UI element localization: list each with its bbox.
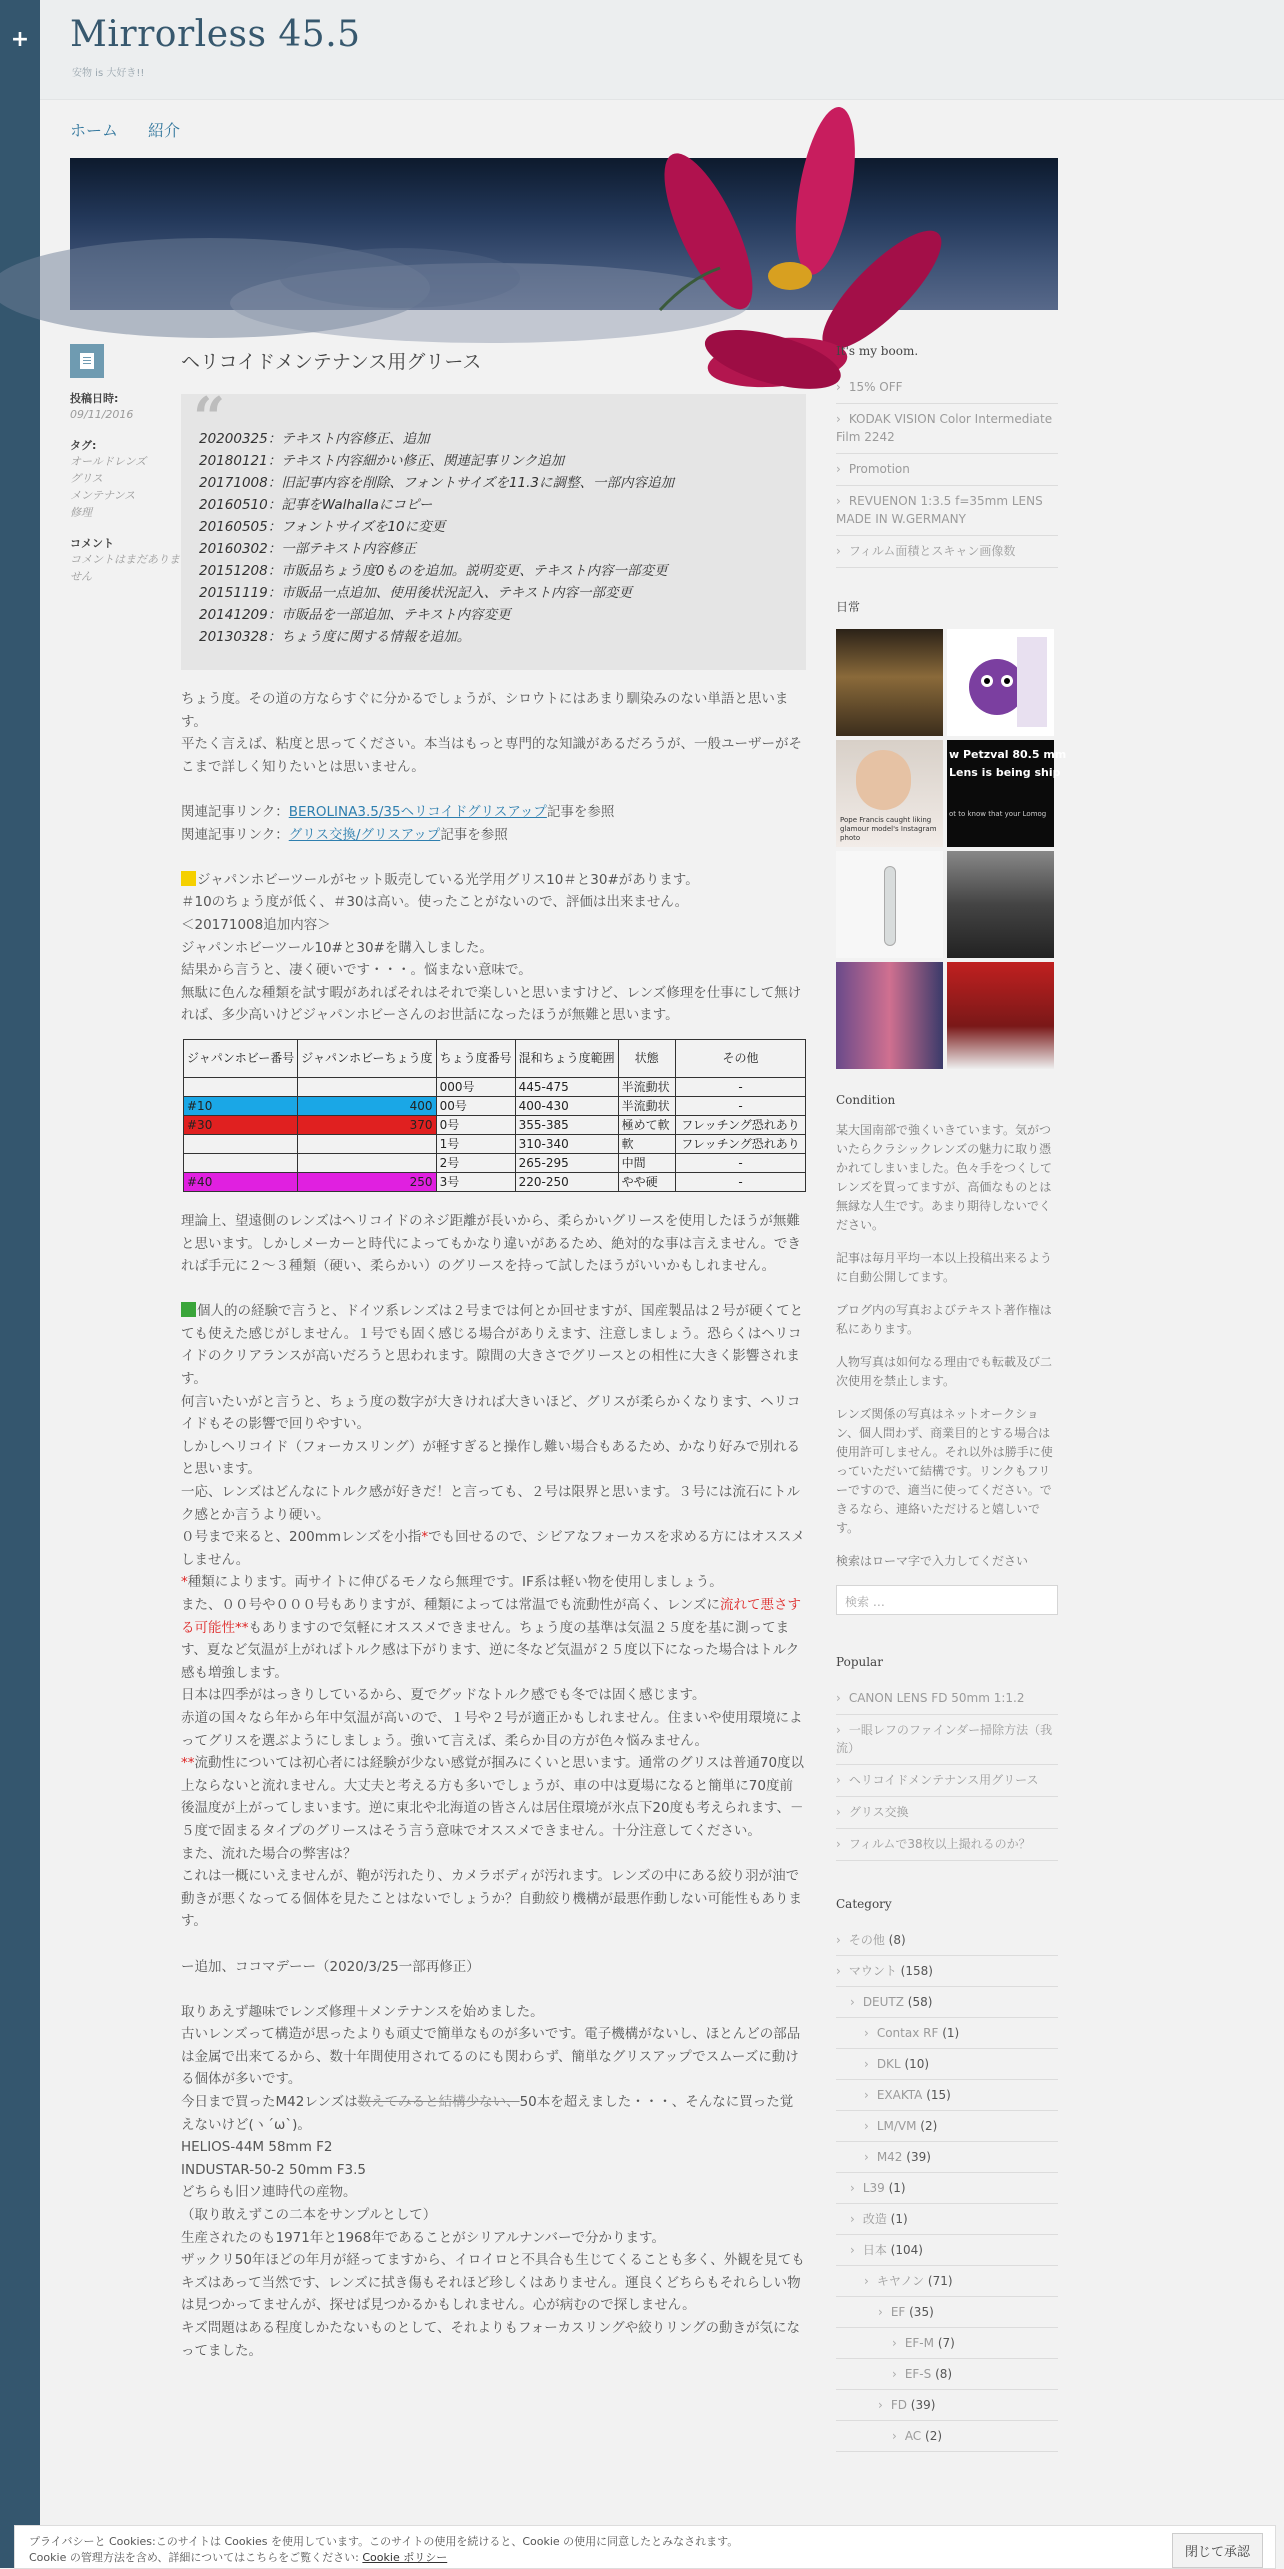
category-list <box>836 1925 1058 2452</box>
photo-thumb[interactable] <box>947 740 1067 847</box>
changelog-line: 20200325：テキスト内容修正、追加 <box>199 431 430 447</box>
section2-line: 何言いたいがと言うと、ちょう度の数字が大きければ大きいほど、グリスが柔らかくなります、ヘリコイドもその影響で回りやすい。 <box>181 1393 801 1433</box>
section3-line: 古いレンズって構造が思ったよりも頑丈で簡単なものが多いです。電子機構がないし、ほとんどの部品は金属で出来てるから、数十年間使用されてるのにも関わらず、簡単なグリスアップでスムーズに動ける個体が多いです。 <box>181 2026 801 2088</box>
section2-line: ０号まで来ると、200mmレンズを小指*でも回せるので、シビアなフォーカスを求める方にはオススメしません。 <box>181 1529 805 1568</box>
section3-line: INDUSTAR-50-2 50mm F3.5 <box>181 2161 366 2178</box>
comments-label: コメント <box>70 537 114 550</box>
photo-thumb[interactable] <box>947 962 1054 1069</box>
category-item: › EF-S (8) <box>836 2359 1058 2390</box>
site-title[interactable]: Mirrorless 45.5 <box>70 14 361 55</box>
changelog-line: 20171008：旧記事内容を削除、フォントサイズを11.3に調整、一部内容追加 <box>199 475 675 491</box>
section3-line: 取りあえず趣味でレンズ修理＋メンテナンスを始めました。 <box>181 2003 544 2020</box>
tag-link[interactable]: オールドレンズ <box>70 455 147 468</box>
search-input[interactable]: 検索 … <box>836 1585 1058 1615</box>
list-item: › REVUENON 1:3.5 f=35mm LENS MADE IN W.GERMANY <box>836 486 1058 536</box>
condition-text: 検索はローマ字で入力してください <box>836 1554 1029 1568</box>
nav-about[interactable]: 紹介 <box>148 121 181 140</box>
th: 混和ちょう度範囲 <box>515 1039 618 1077</box>
th: ちょう度番号 <box>436 1039 515 1077</box>
section2-line: しかしヘリコイド（フォーカスリング）が軽すぎると操作し難い場合もあるため、かなり好みで別れると思います。 <box>181 1438 800 1478</box>
tags-label: タグ: <box>70 439 97 452</box>
widget-title-category: Category <box>836 1897 892 1911</box>
intro-text <box>181 688 806 1027</box>
quote-icon: “ <box>193 385 226 451</box>
photo-thumb[interactable] <box>947 851 1054 958</box>
tag-link[interactable]: 修理 <box>70 506 92 519</box>
left-admin-bar <box>0 0 40 2568</box>
table-row: 000号 445-475 半流動状 - <box>184 1077 806 1096</box>
category-item: › AC (2) <box>836 2421 1058 2452</box>
section1-line: 無駄に色んな種類を試す暇があればそれはそれで楽しいと思いますけど、レンズ修理を仕事にして無ければ、多少高いけどジャパンホビーさんのお世話になったほうが無難と思います。 <box>181 984 802 1024</box>
list-item: › 15% OFF <box>836 372 1058 404</box>
intro-line: ちょう度。その道の方ならすぐに分かるでしょうが、シロウトにはあまり馴染みのない単語と思います。 <box>181 691 789 730</box>
related-link-grease-swap[interactable]: グリス交換/グリスアップ <box>288 826 441 843</box>
list-item: › CANON LENS FD 50mm 1:1.2 <box>836 1683 1058 1715</box>
table-row: #10 400 00号 400-430 半流動状 - <box>184 1096 806 1115</box>
photo-grid <box>836 629 1067 1069</box>
table-row: #30 370 0号 355-385 極めて軟 フレッチング恐れあり <box>184 1115 806 1134</box>
cookie-text: プライバシーと Cookies:このサイトは Cookies を使用しています。このサイトの使用を続けると、Cookie の使用に同意したとみなされます。 Cookie の管理方法を含め、詳細についてはこちらをご覧ください: Cookie ポリシー <box>29 2535 739 2564</box>
character-illustration <box>947 629 1054 736</box>
list-item: › ヘリコイドメンテナンス用グリース <box>836 1765 1058 1797</box>
th: 状態 <box>618 1039 675 1077</box>
yellow-square-icon <box>181 871 196 886</box>
condition-text: 人物写真は如何なる理由でも転載及び二次使用を禁止します。 <box>836 1355 1053 1388</box>
th: その他 <box>676 1039 806 1077</box>
photo-text: ot to know that your Lomog <box>949 810 1047 818</box>
green-square-icon <box>181 1302 196 1317</box>
category-item: › DEUTZ (58) <box>836 1987 1058 2018</box>
post-article <box>181 344 806 2362</box>
cookie-accept-button[interactable]: 閉じて承認 <box>1172 2533 1263 2568</box>
cookie-policy-link[interactable]: Cookie ポリシー <box>362 2551 448 2564</box>
category-item: › EF (35) <box>836 2297 1058 2328</box>
section3-line: HELIOS-44M 58mm F2 <box>181 2139 333 2156</box>
condition-text: 記事は毎月平均一本以上投稿出来るように自動公開してます。 <box>836 1251 1053 1284</box>
list-item: › フィルム面積とスキャン画像数 <box>836 536 1058 568</box>
table-header-row <box>184 1039 806 1077</box>
section1-line: ジャパンホビーツール10#と30#を購入しました。 <box>181 939 493 956</box>
section3-heading: ー追加、ココマデーー（2020/3/25一部再修正） <box>181 1958 480 1975</box>
category-item: › Contax RF (1) <box>836 2018 1058 2049</box>
changelog-blockquote <box>181 385 806 670</box>
section2-line: 一応、レンズはどんなにトルク感が好きだ！と言っても、２号は限界と思います。３号には流石にトルク感とか言うより硬い。 <box>181 1484 800 1523</box>
category-item: › 日本 (104) <box>836 2235 1058 2266</box>
document-icon <box>70 344 104 378</box>
widget-title-daily: 日常 <box>836 600 861 614</box>
main-nav <box>70 118 180 141</box>
section3-line: 今日まで買ったM42レンズは数えてみると結構少ない、50本を超えました・・・、そんなに買った覚えないけど(ヽ´ω`)。 <box>181 2094 794 2133</box>
category-item: › L39 (1) <box>836 2173 1058 2204</box>
changelog-line: 20180121：テキスト内容細かい修正、関連記事リンク追加 <box>199 453 565 469</box>
related-link-row: 関連記事リンク：グリス交換/グリスアップ記事を参照 <box>181 826 508 843</box>
category-item: › FD (39) <box>836 2390 1058 2421</box>
photo-caption: Pope Francis caught liking glamour model's Instagram photo <box>840 816 937 842</box>
list-item: › Promotion <box>836 454 1058 486</box>
widget-title-popular: Popular <box>836 1655 883 1669</box>
photo-thumb[interactable] <box>836 740 943 847</box>
header-banner-image <box>70 158 1058 310</box>
sidebar <box>836 344 1067 2452</box>
section2-line: 日本は四季がはっきりしているから、夏でグッドなトルク感でも冬では固く感じます。 <box>181 1687 706 1704</box>
section3-line: どちらも旧ソ連時代の産物。 <box>181 2184 357 2201</box>
section3-line: （取り敢えずこの二本をサンプルとして） <box>181 2207 437 2224</box>
section3-line: 生産されたのも1971年と1968年であることがシリアルナンバーで分かります。 <box>181 2229 665 2246</box>
posted-label: 投稿日時: <box>70 392 119 405</box>
plus-icon[interactable]: + <box>10 27 30 52</box>
th: ジャパンホビー番号 <box>184 1039 298 1077</box>
changelog-line: 20130328：ちょう度に関する情報を追加。 <box>199 629 471 645</box>
photo-thumb[interactable] <box>836 629 943 736</box>
section2-line: 赤道の国々なら年から年中気温が高いので、１号や２号が適正かもしれません。住まいや使用環境によってグリスを選ぶようにしましょう。強いて言えば、柔らか目の方が色々悩みません。 <box>181 1709 803 1749</box>
cosmos-flower-illustration <box>70 158 1058 310</box>
list-item: › フィルムで38枚以上撮れるのか？ <box>836 1829 1058 1861</box>
th: ジャパンホビーちょう度 <box>298 1039 436 1077</box>
section1-line: ＜20171008追加内容＞ <box>181 916 331 933</box>
table-row: 2号 265-295 中間 - <box>184 1153 806 1172</box>
changelog-line: 20141209：市販品を一部追加、テキスト内容変更 <box>199 607 511 623</box>
condition-text: ブログ内の写真およびテキスト著作権は私にあります。 <box>836 1303 1052 1336</box>
category-item: › DKL (10) <box>836 2049 1058 2080</box>
widget-title-boom: It's my boom. <box>836 344 919 358</box>
photo-thumb[interactable] <box>947 629 1054 736</box>
theory-paragraph: 理論上、望遠側のレンズはヘリコイドのネジ距離が長いから、柔らかいグリースを使用したほうが無難と思います。しかしメーカーと時代によってもかなり違いがあるため、絶対的な事は言えません。できれば手元に２～３種類（硬い、柔らかい）のグリースを持って試したほうがいいかもしれません。 <box>181 1212 801 1275</box>
changelog-line: 20151119：市販品一点追加、使用後状況記入、テキスト内容一部変更 <box>199 585 632 601</box>
tag-link[interactable]: グリス <box>70 472 103 485</box>
section1-line: 結果から言うと、凄く硬いです・・・。悩まない意味で。 <box>181 962 532 979</box>
nav-home[interactable]: ホーム <box>70 121 119 140</box>
section1-line: ジャパンホビーツールがセット販売している光学用グリス10＃と30#があります。 <box>181 869 806 892</box>
boom-list <box>836 372 1058 568</box>
intro-line: 平たく言えば、粘度と思ってください。本当はもっと専門的な知識があるだろうが、一般ユーザーがそこまで詳しく知りたいとは思いません。 <box>181 736 802 775</box>
changelog-line: 20160505：フォントサイズを10に変更 <box>199 519 446 535</box>
section1-line: ＃10のちょう度が低く、＃30は高い。使ったことがないので、評価は出来ません。 <box>181 894 689 911</box>
section2-line: **流動性については初心者には経験が少ない感覚が掴みにくいと思います。通常のグリスは普通70度以上ならないと流れません。大丈夫と考える方も多いでしょうが、車の中は夏場になると簡単に70度前後温度が上がってしまいます。逆に東北や北海道の皆さんは居住環境が氷点下20度も考えられます、－５度で固まるタイプのグリースはそう言う意味でオススメできません。十分注意してください。 <box>181 1755 805 1839</box>
widget-title-condition: Condition <box>836 1093 896 1107</box>
body-text <box>181 1210 806 2362</box>
category-item: › 改造 (1) <box>836 2204 1058 2235</box>
posted-date[interactable]: 09/11/2016 <box>70 408 134 421</box>
changelog-line: 20160510：記事をWalhallaにコピー <box>199 497 433 513</box>
site-description: 安物 is 大好き!! <box>72 68 145 79</box>
cookie-banner <box>14 2525 1276 2569</box>
condition-text: レンズ関係の写真はネットオークション、個人問わず、商業目的とする場合は使用許可しません。それ以外は勝手に使っていただいて結構です。リンクもフリーですので、適当に使ってください。できるなら、連絡いただけると嬉しいです。 <box>836 1407 1053 1535</box>
section2-line: また、００号や０００号もありますが、種類によっては常温でも流動性が高く、レンズに流れて悪さする可能性**もありますので気軽にオススメできません。ちょう度の基準は気温２５度を基に測ってます、夏など気温が上がればトルク感は下がります、逆に冬など気温が２５度以下になった場合はトルク感も増強します。 <box>181 1597 801 1681</box>
photo-thumb[interactable] <box>836 851 943 958</box>
condition-text: 某大国南部で強くいきています。気がついたらクラシックレンズの魅力に取り憑かれてしまいました。色々手をつくしてレンズを買ってますが、高価なものとは無縁な人生です。あまり期待しないでください。 <box>836 1123 1053 1232</box>
photo-thumb[interactable] <box>836 962 943 1069</box>
changelog-line: 20160302：一部テキスト内容修正 <box>199 541 416 557</box>
comments-value[interactable]: コメントはまだありません <box>70 553 180 583</box>
section3-line: ザックリ50年ほどの年月が経ってますから、イロイロと不具合も生じてくることも多く、外観を見てもキズはあって当然です、レンズに拭き傷もそれほど珍しくはありません。運良くどちらもそれらしい物は見つかってませんが、探せば見つかるかもしれません。心が病むので探しません。 <box>181 2252 805 2314</box>
related-link-berolina[interactable]: BEROLINA3.5/35ヘリコイドグリスアップ <box>288 803 547 820</box>
section3-line: キズ問題はある程度しかたないものとして、それよりもフォーカスリングや絞りリングの動きが気になってました。 <box>181 2320 800 2359</box>
category-item: › EXAKTA (15) <box>836 2080 1058 2111</box>
table-row: 1号 310-340 軟 フレッチング恐れあり <box>184 1134 806 1153</box>
related-link-row: 関連記事リンク：BEROLINA3.5/35ヘリコイドグリスアップ記事を参照 <box>181 803 615 820</box>
category-item: › M42 (39) <box>836 2142 1058 2173</box>
changelog-line: 20151208：市販品ちょう度0ものを追加。説明変更、テキスト内容一部変更 <box>199 563 668 579</box>
category-item: › EF-M (7) <box>836 2328 1058 2359</box>
photo-text: Lens is being ship <box>949 766 1061 779</box>
category-item: › LM/VM (2) <box>836 2111 1058 2142</box>
category-item: › その他 (8) <box>836 1925 1058 1956</box>
section2-line: 個人的の経験で言うと、ドイツ系レンズは２号までは何とか回せますが、国産製品は２号が硬くてとても使えた感じがしません。１号でも固く感じる場合がありえます、注意しましょう。恐らくはヘリコイドのクリアランスが高いだろうと思われます。隙間の大きさでグリースとの相性に大きく影響されます。 <box>181 1303 804 1388</box>
post-title: ヘリコイドメンテナンス用グリース <box>181 351 482 373</box>
tag-link[interactable]: メンテナンス <box>70 489 136 502</box>
category-item: › キヤノン (71) <box>836 2266 1058 2297</box>
grease-consistency-table <box>183 1039 806 1192</box>
list-item: › 一眼レフのファインダー掃除方法（我流） <box>836 1715 1058 1765</box>
list-item: › KODAK VISION Color Intermediate Film 2242 <box>836 404 1058 454</box>
section2-line: また、流れた場合の弊害は？ <box>181 1845 357 1862</box>
section2-line: これは一概にいえませんが、鞄が汚れたり、カメラボディが汚れます。レンズの中にある絞り羽が油で動きが悪くなってる個体を見たことはないでしょうか？自動絞り機構が最悪作動しない可能性もあります。 <box>181 1868 802 1930</box>
site-header <box>40 0 1284 100</box>
table-row: #40 250 3号 220-250 やや硬 - <box>184 1172 806 1191</box>
section2-line: *種類によります。両サイトに伸びるモノなら無理です。IF系は軽い物を使用しましょう。 <box>181 1574 723 1591</box>
post-meta <box>70 344 180 585</box>
list-item: › グリス交換 <box>836 1797 1058 1829</box>
popular-list <box>836 1683 1058 1861</box>
photo-text: w Petzval 80.5 mm <box>949 748 1067 761</box>
category-item: › マウント (158) <box>836 1956 1058 1987</box>
